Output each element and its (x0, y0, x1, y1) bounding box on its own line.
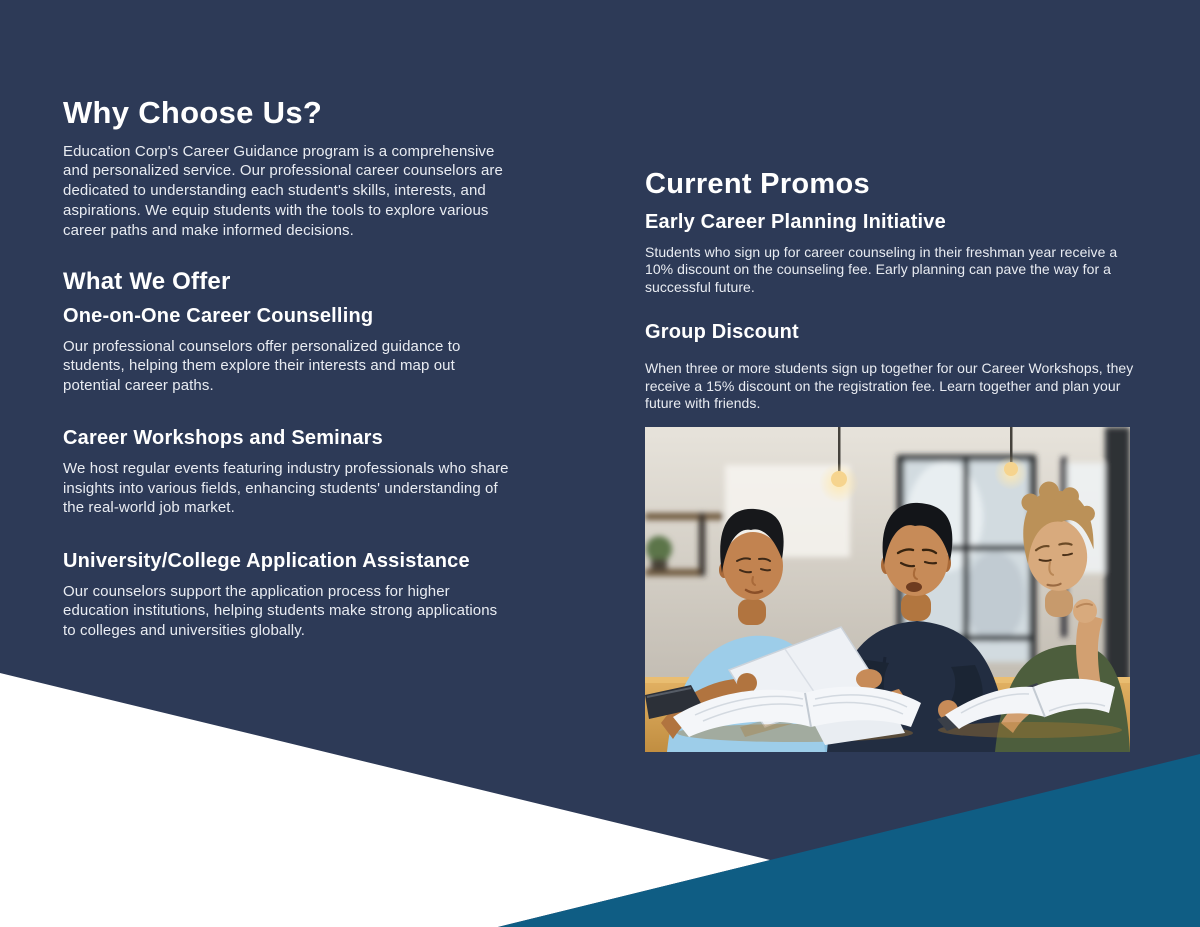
offer-description: Our counselors support the application process for higher education institutions, helping students make strong applications to colleges and universities globally. (63, 582, 498, 639)
what-we-offer-heading: What We Offer (63, 267, 231, 295)
promo-description: When three or more students sign up together for our Career Workshops, they receive a 15% discount on the registration fee. Learn together and plan your future with friends. (645, 360, 1134, 412)
promo-title: Early Career Planning Initiative (645, 210, 946, 233)
offer-title: One-on-One Career Counselling (63, 304, 374, 327)
promo-item-early-career (645, 211, 1147, 297)
offer-item-applications (63, 550, 510, 641)
current-promos-title: Current Promos (645, 168, 870, 200)
why-choose-us-title: Why Choose Us? (63, 95, 323, 130)
offer-item-counselling (63, 305, 510, 396)
offer-item-workshops (63, 427, 510, 518)
offer-description: Our professional counselors offer personalized guidance to students, helping them explore their interests and map out potential career paths. (63, 337, 461, 394)
promo-description: Students who sign up for career counseling in their freshman year receive a 10% discount on the counseling fee. Early planning can pave the way for a successful future. (645, 243, 1118, 295)
students-photo (645, 427, 1130, 752)
current-promos-section (645, 167, 1147, 752)
promo-item-group-discount (645, 321, 1147, 413)
why-choose-us-section (63, 95, 510, 640)
why-choose-us-intro: Education Corp's Career Guidance program is a comprehensive and personalized service. Our professional career counselors are dedicated to understanding each student's skills, interests, and aspirations. We equip students with the tools to explore various career paths and make informed decisions. (63, 142, 503, 239)
offer-title: Career Workshops and Seminars (63, 427, 383, 450)
offer-description: We host regular events featuring industry professionals who share insights into various fields, enhancing students' understanding of the real-world job market. (63, 460, 509, 517)
promo-title: Group Discount (645, 321, 799, 344)
offer-title: University/College Application Assistance (63, 549, 470, 572)
